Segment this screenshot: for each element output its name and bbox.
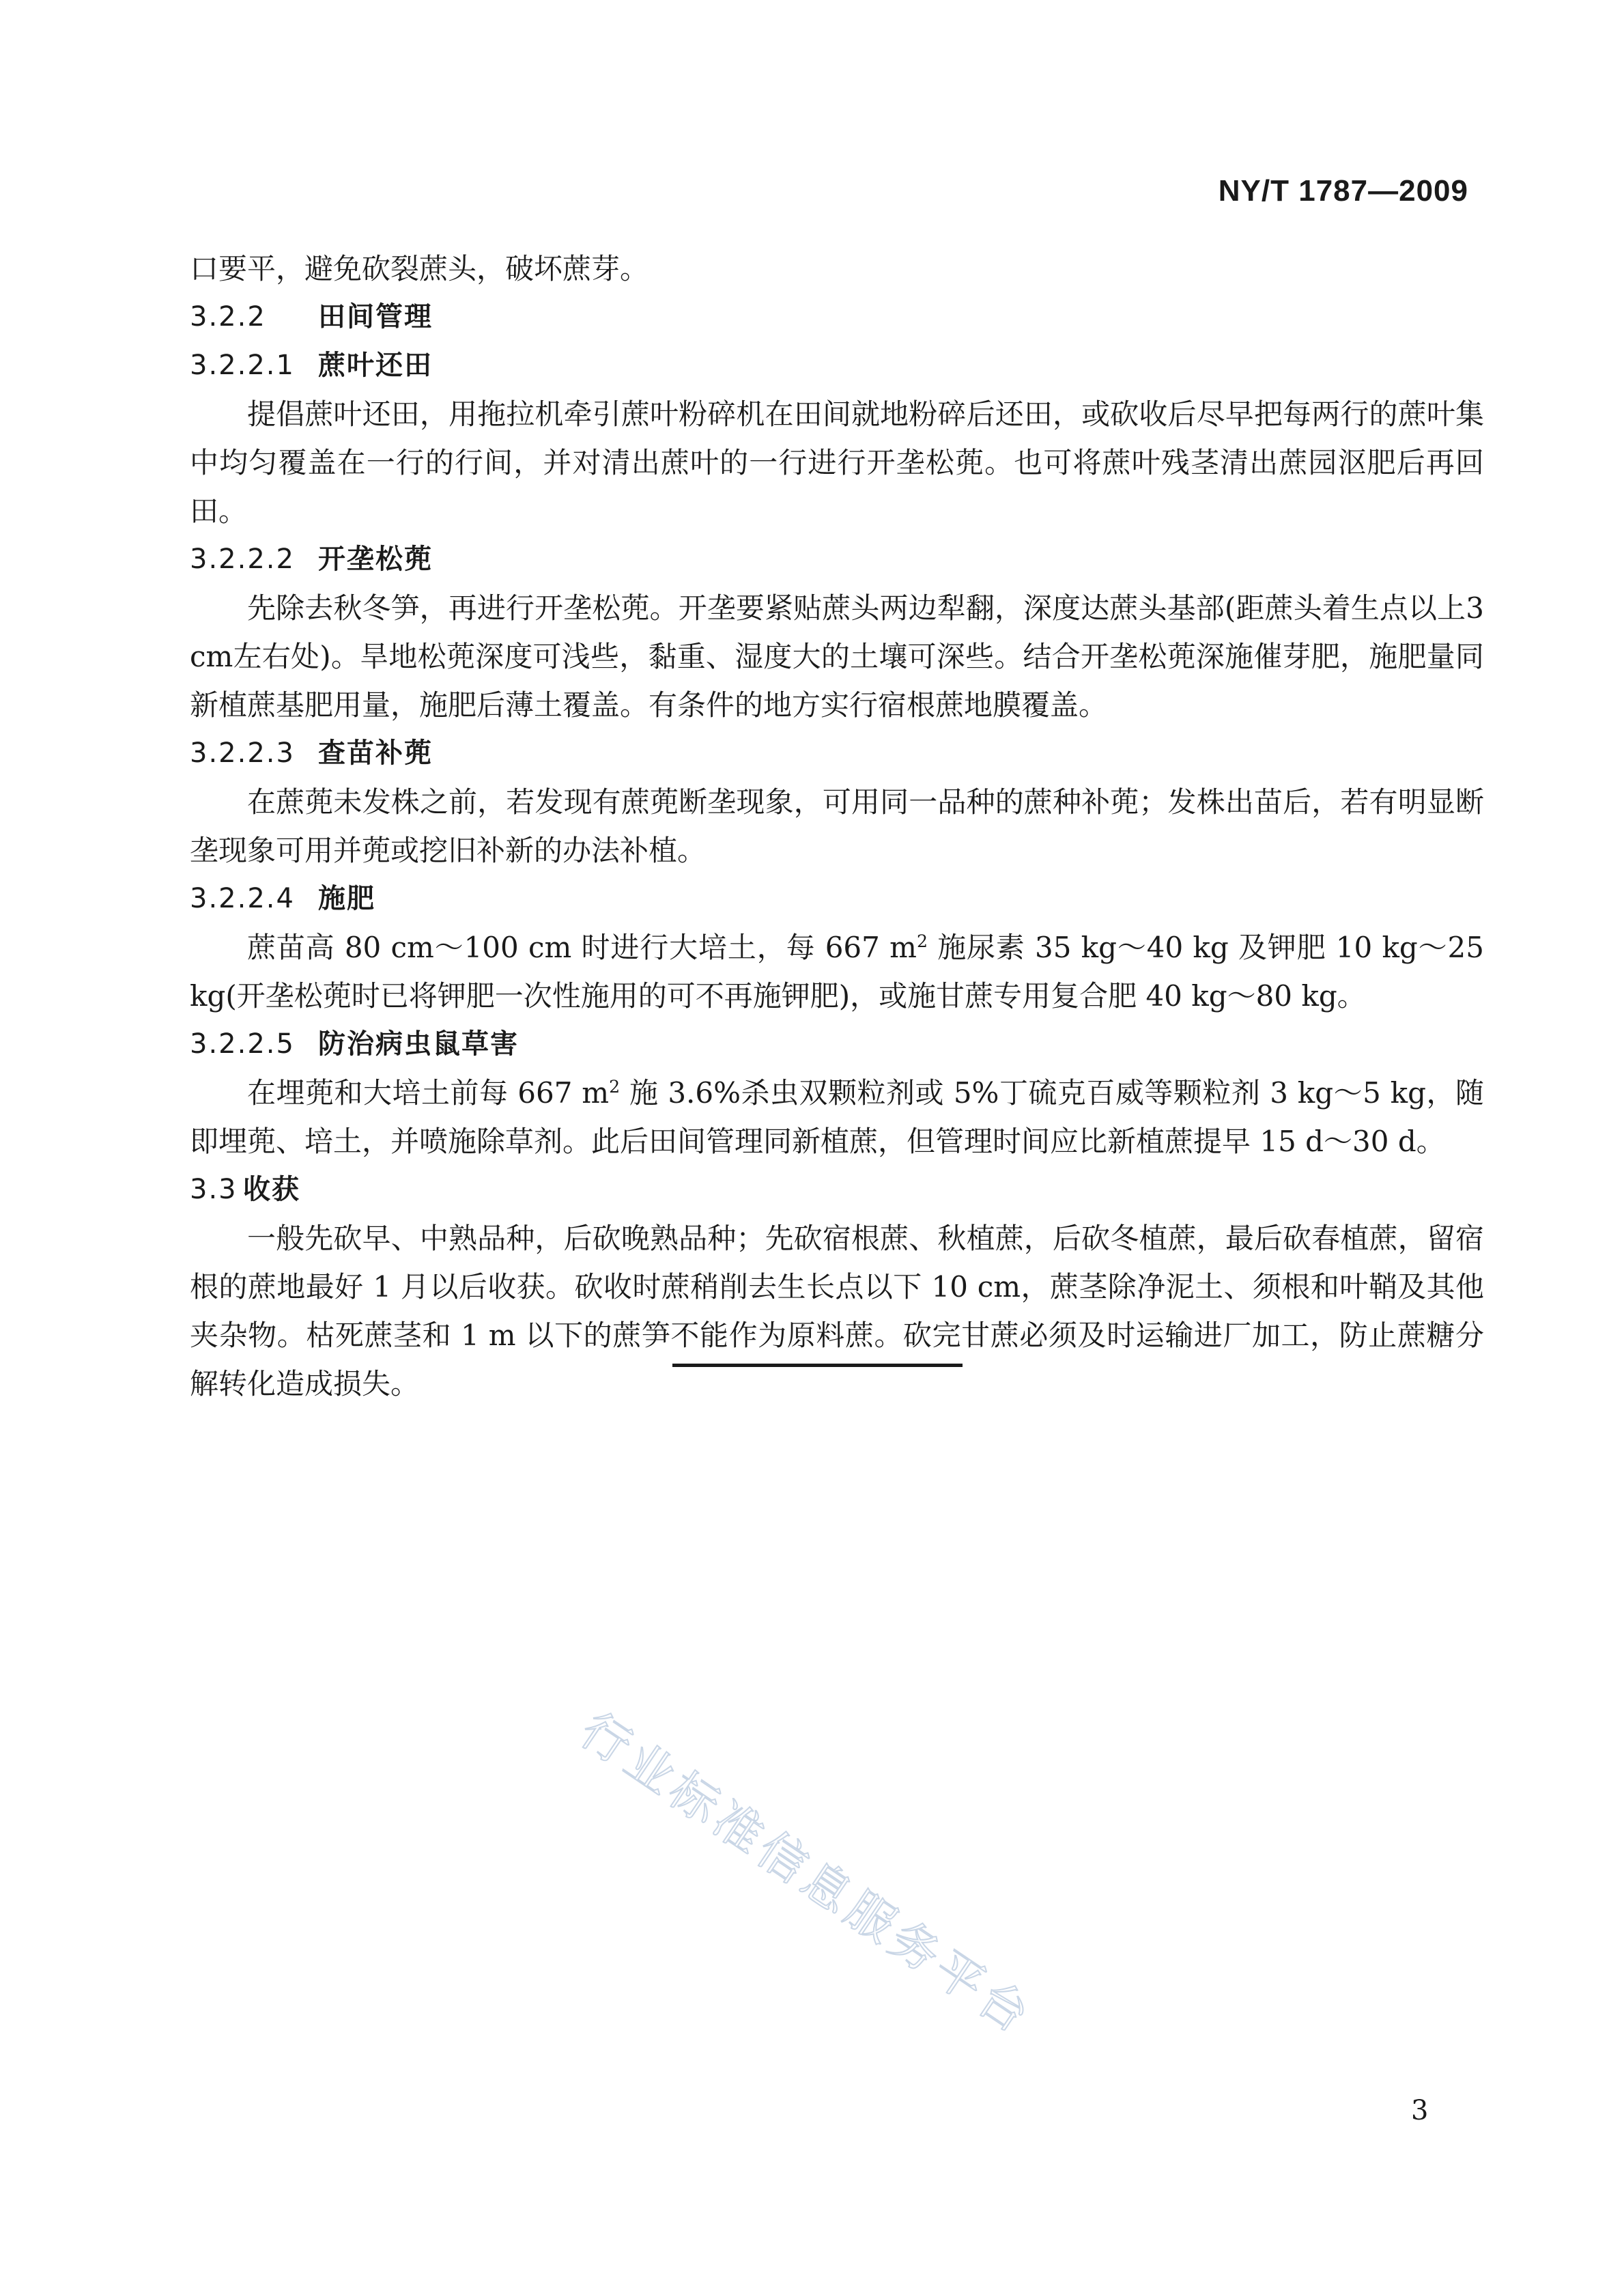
superscript: 2 — [916, 931, 928, 951]
heading-number: 3.2.2.5 — [190, 1028, 295, 1060]
watermark: 行业标准信息服务平台 — [570, 1702, 1044, 2046]
heading-title: 开垄松蔸 — [318, 544, 433, 575]
heading-number: 3.3 — [190, 1174, 238, 1205]
heading-3-2-2-3 — [190, 729, 1484, 778]
heading-title: 蔗叶还田 — [318, 350, 433, 381]
text-run: 施尿素 35 kg～40 kg 及钾肥 10 kg～25 kg(开垄松蔸时已将钾肥一次性施用的可不再施钾肥)，或施甘蔗专用复合肥 40 kg～80 kg。 — [190, 931, 1484, 1013]
paragraph-gap-filling: 在蔗蔸未发株之前，若发现有蔗蔸断垄现象，可用同一品种的蔗种补蔸；发株出苗后，若有明显断垄现象可用并蔸或挖旧补新的办法补植。 — [190, 785, 1484, 867]
heading-3-2-2-4 — [190, 875, 1484, 923]
paragraph-pest-control — [190, 1069, 1484, 1166]
paragraph-continued: 口要平，避免砍裂蔗头，破坏蔗芽。 — [190, 252, 649, 285]
heading-number: 3.2.2.2 — [190, 544, 295, 575]
paragraph-harvest: 一般先砍早、中熟品种，后砍晚熟品种；先砍宿根蔗、秋植蔗，后砍冬植蔗，最后砍春植蔗，留宿根的蔗地最好 1 月以后收获。砍收时蔗稍削去生长点以下 10 cm，蔗茎除净泥土、须根和叶鞘及其他夹杂物。枯死蔗茎和 1 m 以下的蔗笋不能作为原料蔗。砍完甘蔗必须及时运输进厂加工，防止蔗糖分解转化造成损失。 — [190, 1222, 1484, 1400]
heading-number: 3.2.2 — [190, 301, 266, 333]
superscript: 2 — [609, 1077, 621, 1097]
heading-3-3 — [190, 1166, 1484, 1214]
standard-code: NY/T 1787—2009 — [1218, 174, 1468, 208]
paragraph-fertilization — [190, 923, 1484, 1020]
heading-title: 防治病虫鼠草害 — [318, 1028, 519, 1060]
page-number: 3 — [1411, 2095, 1429, 2126]
heading-title: 田间管理 — [318, 301, 433, 333]
heading-number: 3.2.2.3 — [190, 737, 295, 769]
end-of-document-rule — [672, 1364, 963, 1367]
heading-number: 3.2.2.1 — [190, 350, 295, 381]
heading-title: 收获 — [243, 1174, 300, 1205]
text-run: 蔗苗高 80 cm～100 cm 时进行大培土，每 667 m — [247, 931, 917, 964]
text-run: 在埋蔸和大培土前每 667 m — [247, 1076, 610, 1110]
paragraph-ridge-loosening: 先除去秋冬笋，再进行开垄松蔸。开垄要紧贴蔗头两边犁翻，深度达蔗头基部(距蔗头着生点以上3 cm左右处)。旱地松蔸深度可浅些，黏重、湿度大的土壤可深些。结合开垄松蔸深施催芽肥，施肥量同新植蔗基肥用量，施肥后薄土覆盖。有条件的地方实行宿根蔗地膜覆盖。 — [190, 591, 1484, 722]
heading-3-2-2-5 — [190, 1020, 1484, 1069]
document-body — [190, 244, 1484, 1408]
paragraph-leaf-return: 提倡蔗叶还田，用拖拉机牵引蔗叶粉碎机在田间就地粉碎后还田，或砍收后尽早把每两行的蔗叶集中均匀覆盖在一行的行间，并对清出蔗叶的一行进行开垄松蔸。也可将蔗叶残茎清出蔗园沤肥后再回田。 — [190, 397, 1484, 528]
heading-title: 施肥 — [318, 883, 375, 914]
heading-3-2-2 — [190, 293, 1484, 341]
heading-3-2-2-2 — [190, 535, 1484, 584]
heading-title: 查苗补蔸 — [318, 737, 433, 769]
heading-3-2-2-1 — [190, 341, 1484, 390]
text-run: 施 3.6%杀虫双颗粒剂或 5%丁硫克百威等颗粒剂 3 kg～5 kg，随即埋蔸、培土，并喷施除草剂。此后田间管理同新植蔗，但管理时间应比新植蔗提早 15 d～30 d。 — [190, 1076, 1484, 1158]
heading-number: 3.2.2.4 — [190, 883, 295, 914]
